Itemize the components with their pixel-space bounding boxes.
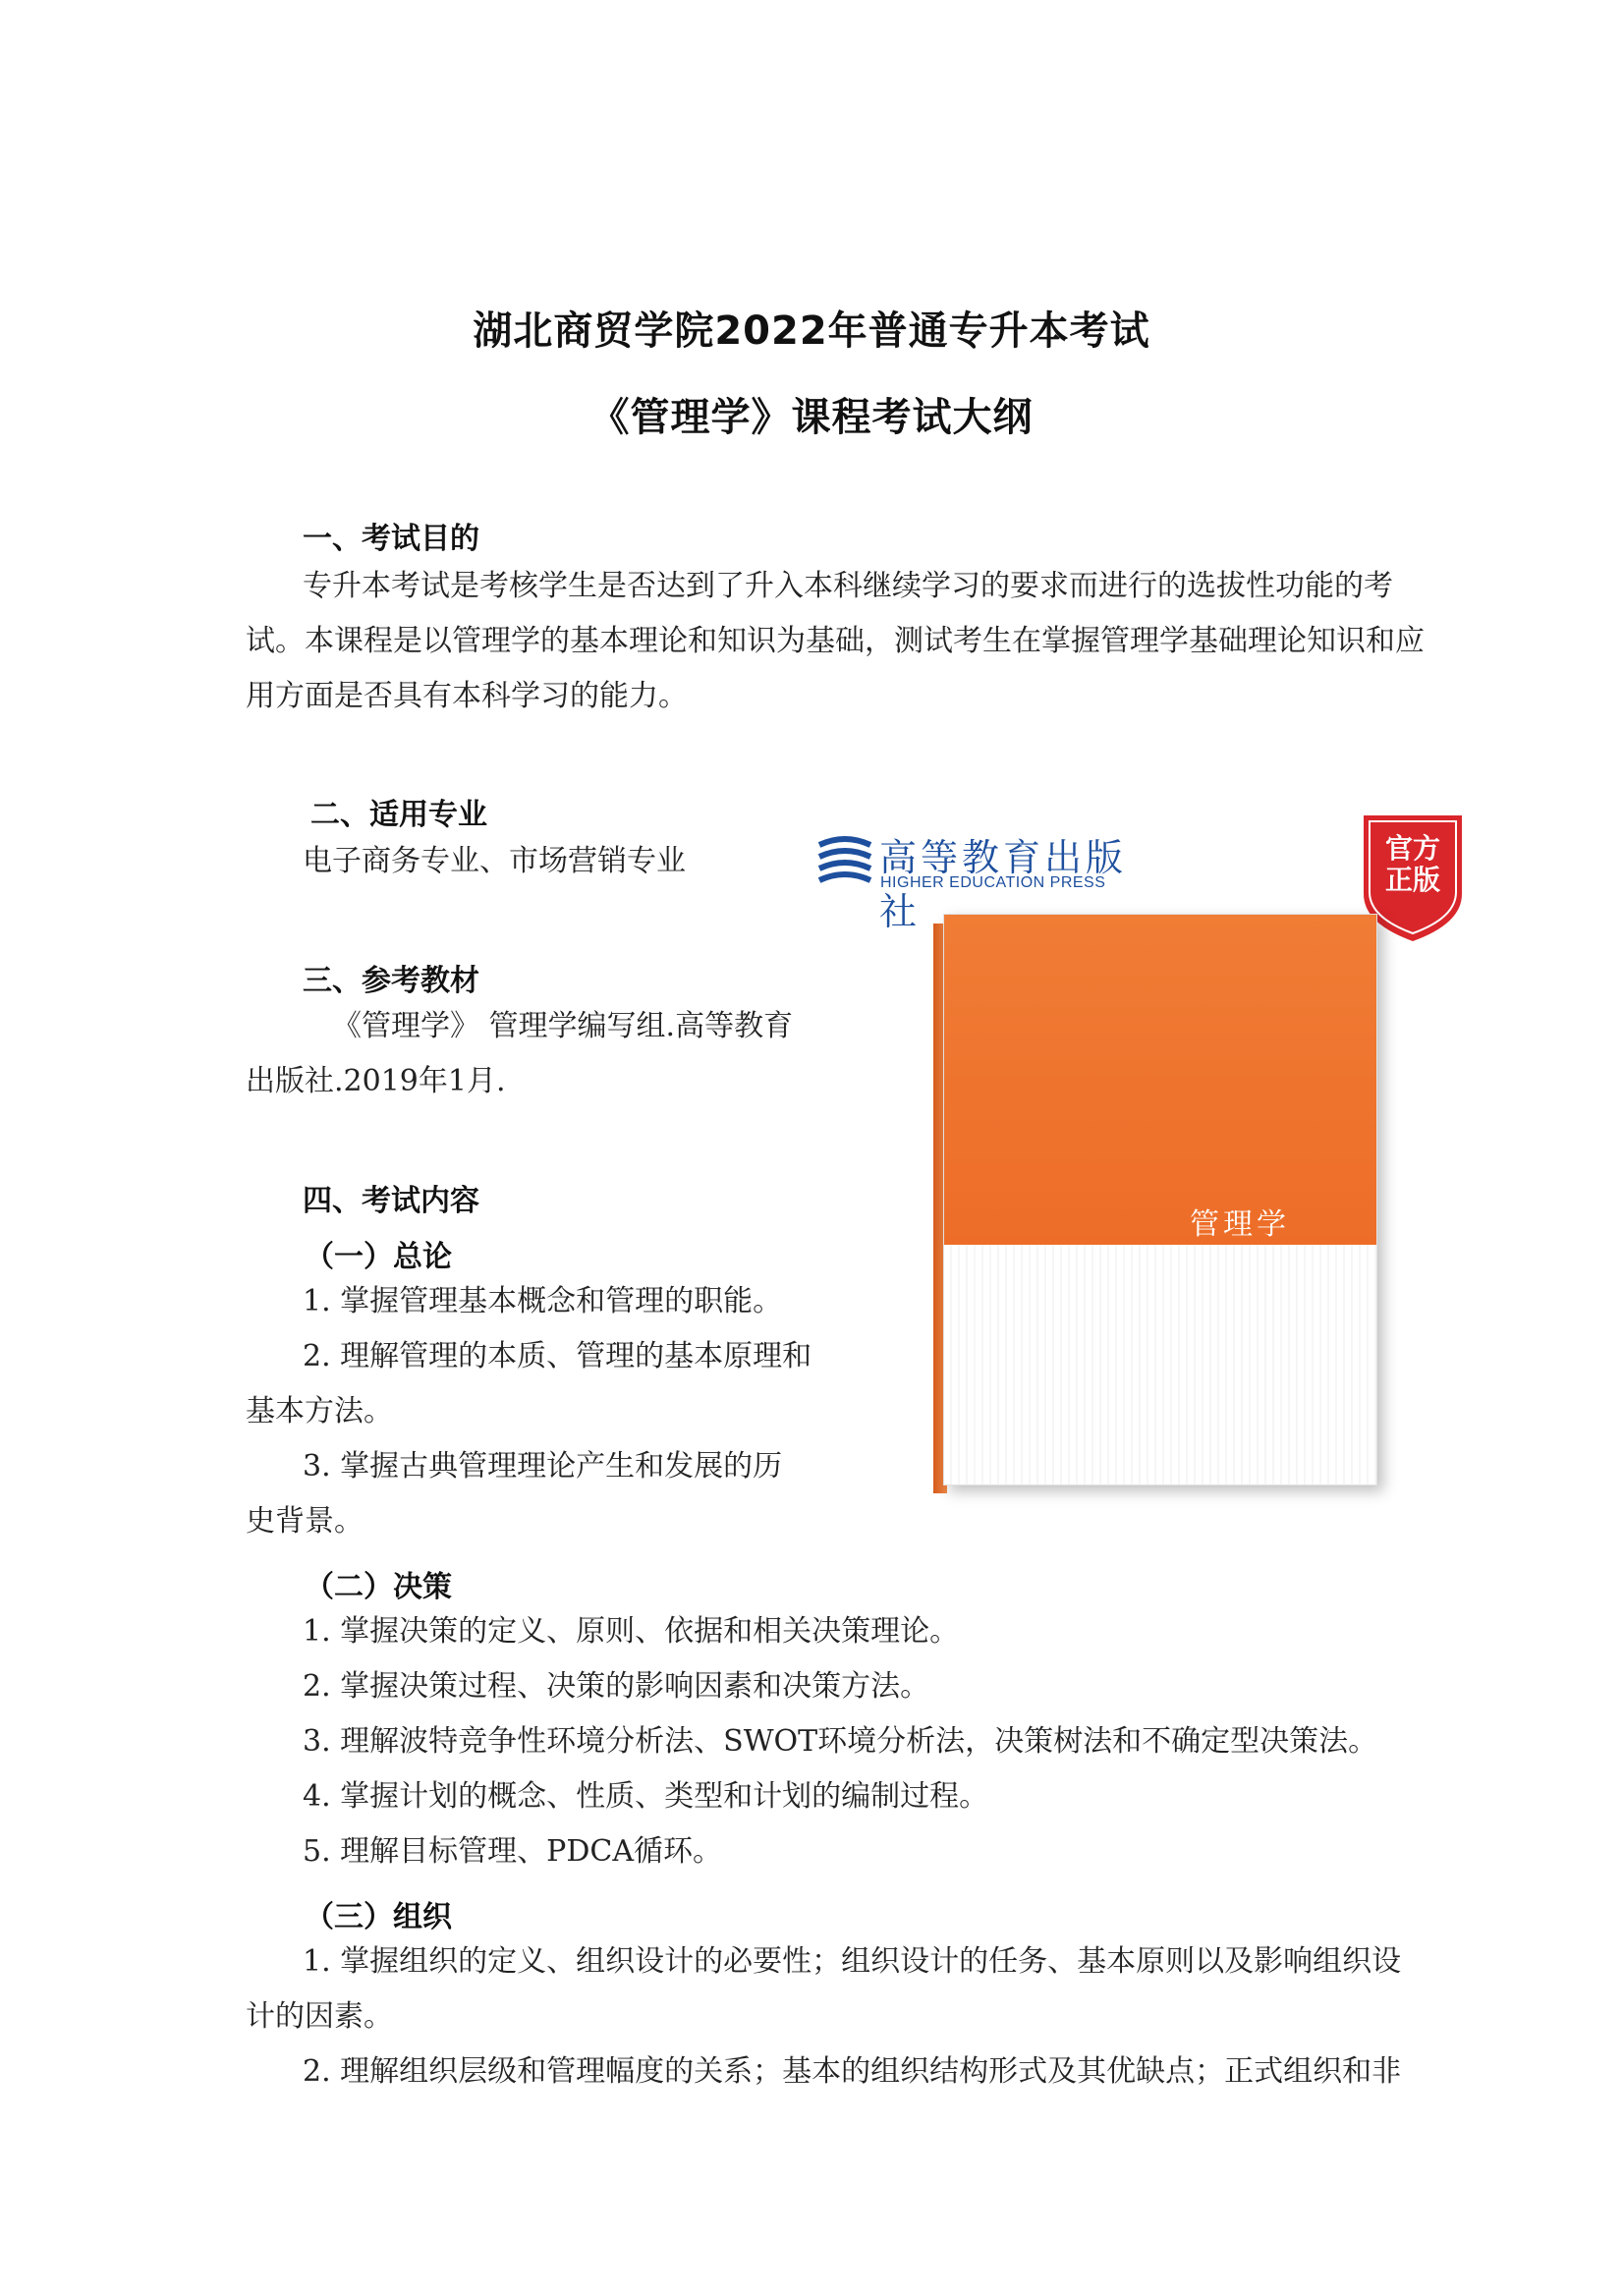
list-item: 2. 掌握决策过程、决策的影响因素和决策方法。 [303,1669,930,1704]
publisher-name-cn: 高等教育出版社 [879,836,1128,933]
list-item: 史背景。 [246,1504,364,1539]
paragraph-line: 试。本课程是以管理学的基本理论和知识为基础，测试考生在掌握管理学基础理论知识和应 [246,624,1425,658]
document-title-line2: 《管理学》课程考试大纲 [589,395,1034,440]
list-item: 4. 掌握计划的概念、性质、类型和计划的编制过程。 [303,1779,989,1814]
list-item: 3. 掌握古典管理理论产生和发展的历 [303,1449,783,1484]
list-item: 3. 理解波特竞争性环境分析法、SWOT环境分析法，决策树法和不确定型决策法。 [303,1724,1378,1759]
textbook-image [815,825,1464,1493]
list-item: 计的因素。 [246,1999,393,2034]
textbook-line: 《管理学》 管理学编写组.高等教育 [332,1009,794,1043]
majors-text: 电子商务专业、市场营销专业 [303,844,686,878]
paragraph-line: 专升本考试是考核学生是否达到了升入本科继续学习的要求而进行的选拔性功能的考 [303,569,1393,603]
section-heading-majors: 二、适用专业 [310,798,487,832]
publisher-mark-icon [815,831,874,890]
section-heading-textbook: 三、参考教材 [303,964,479,998]
book-title: 管理学 [1190,1207,1290,1242]
document-title-line1: 湖北商贸学院2022年普通专升本考试 [473,308,1150,354]
list-item: 1. 掌握组织的定义、组织设计的必要性；组织设计的任务、基本原则以及影响组织设 [303,1944,1402,1979]
list-item: 1. 掌握决策的定义、原则、依据和相关决策理论。 [303,1614,960,1649]
list-item: 2. 理解组织层级和管理幅度的关系；基本的组织结构形式及其优缺点；正式组织和非 [303,2054,1402,2089]
badge-line: 官方 [1384,832,1440,865]
badge-line: 正版 [1384,864,1440,896]
section-heading-purpose: 一、考试目的 [303,522,479,556]
book-cover [943,914,1377,1485]
book-cover-orange-block [944,915,1376,1245]
list-item: 2. 理解管理的本质、管理的基本原理和 [303,1339,812,1373]
book-cover-white-block [944,1245,1376,1484]
list-item: 基本方法。 [246,1394,393,1428]
subsection-heading-decision: （二）决策 [305,1570,452,1604]
publisher-name-en: HIGHER EDUCATION PRESS [880,874,1106,891]
section-heading-content: 四、考试内容 [303,1184,479,1218]
publisher-logo [815,825,1140,933]
subsection-heading-organization: （三）组织 [305,1900,452,1934]
list-item: 5. 理解目标管理、PDCA循环。 [303,1834,723,1869]
list-item: 1. 掌握管理基本概念和管理的职能。 [303,1284,783,1318]
paragraph-line: 用方面是否具有本科学习的能力。 [246,679,688,713]
textbook-line: 出版社.2019年1月. [246,1064,506,1098]
subsection-heading-general: （一）总论 [305,1240,452,1274]
